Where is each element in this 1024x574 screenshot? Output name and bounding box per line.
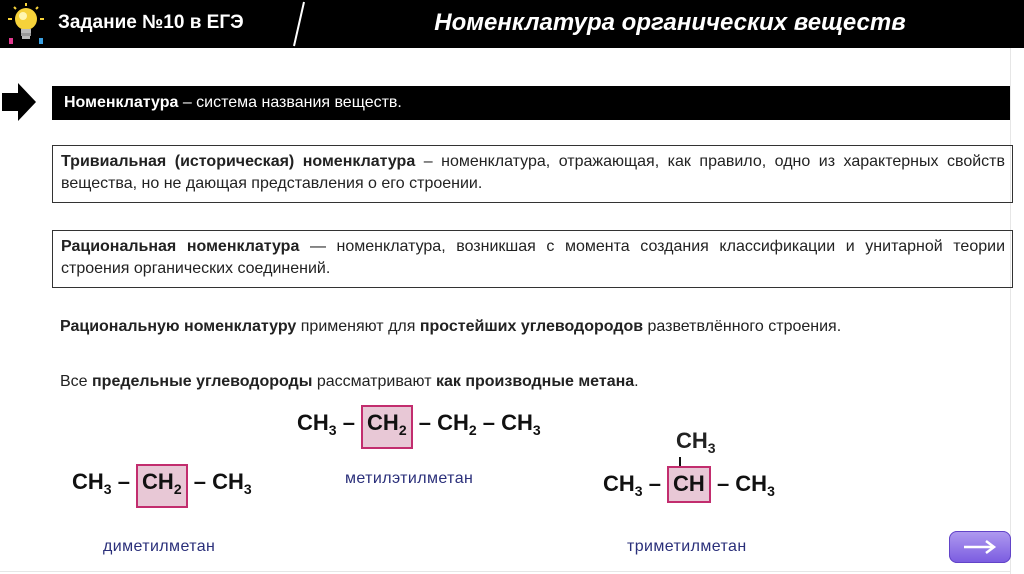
formula-trimethylmethane	[603, 466, 775, 503]
formula-branch-group	[676, 428, 716, 456]
formula-subscript: 3	[243, 481, 252, 497]
formula-group: CH	[367, 410, 399, 435]
highlighted-central-group	[361, 405, 413, 449]
para1-bold-1: Рациональную номенклатуру	[60, 318, 297, 335]
bond: –	[476, 410, 502, 435]
compound-name-methylethylmethane: метилэтилметан	[345, 470, 474, 487]
formula-group: CH	[673, 471, 705, 496]
formula-group: CH	[437, 410, 469, 435]
formula-group: CH	[735, 471, 768, 496]
formula-subscript: 2	[173, 481, 182, 497]
formula-group: CH	[212, 469, 244, 494]
rational-text: — номенклатура, возникшая с момента создания классификации и унитарной теории строения органических соединений.	[61, 238, 1006, 277]
formula-group: CH	[676, 428, 708, 453]
para2-text-2: рассматривают	[312, 373, 436, 390]
formula-subscript: 3	[634, 483, 643, 499]
formula-subscript: 3	[707, 440, 716, 456]
formula-subscript: 3	[328, 422, 337, 438]
rational-nomenclature-box	[52, 230, 1013, 288]
formula-subscript: 3	[767, 483, 775, 499]
bond: –	[642, 471, 668, 496]
next-slide-button[interactable]	[949, 531, 1011, 563]
divider-slash	[292, 0, 306, 48]
para2-text-3: .	[634, 373, 639, 390]
divider	[1010, 48, 1011, 574]
lightbulb-icon	[6, 2, 46, 46]
rational-usage-paragraph	[60, 316, 1010, 338]
formula-group: CH	[603, 471, 635, 496]
arrow-right-icon	[963, 540, 997, 554]
definition-text: – система названия веществ.	[178, 94, 402, 111]
task-title: Задание №10 в ЕГЭ	[58, 12, 244, 33]
compound-name-trimethylmethane: триметилметан	[627, 538, 747, 555]
formula-subscript: 2	[468, 422, 477, 438]
bond: –	[336, 410, 362, 435]
formula-group: CH	[297, 410, 329, 435]
para2-text-1: Все	[60, 373, 93, 390]
formula-group: CH	[501, 410, 533, 435]
para1-text-2: разветвлённого строения.	[643, 318, 842, 335]
formula-dimethylmethane	[72, 464, 252, 508]
page-title: Номенклатура органических веществ	[434, 9, 906, 36]
methane-derivative-paragraph	[60, 371, 1010, 393]
trivial-term: Тривиальная (историческая) номенклатура	[61, 153, 416, 170]
para1-text-1: применяют для	[296, 318, 420, 335]
highlighted-central-group	[136, 464, 188, 508]
trivial-nomenclature-box	[52, 145, 1013, 203]
para1-bold-2: простейших углеводородов	[419, 318, 644, 335]
bond: –	[412, 410, 438, 435]
divider	[0, 571, 1010, 572]
bond: –	[187, 469, 213, 494]
formula-subscript: 3	[532, 422, 541, 438]
bond: –	[710, 471, 736, 496]
definition-term: Номенклатура	[64, 94, 179, 111]
formula-subscript: 3	[103, 481, 112, 497]
formula-methylethylmethane	[297, 405, 541, 449]
highlighted-central-group	[667, 466, 711, 503]
header-bar	[0, 0, 1024, 48]
formula-subscript: 2	[398, 422, 407, 438]
rational-term: Рациональная номенклатура	[61, 238, 300, 255]
para2-bold-2: как производные метана	[435, 373, 635, 390]
para2-bold-1: предельные углеводороды	[92, 373, 313, 390]
definition-bar	[52, 86, 1010, 120]
arrow-right-icon	[2, 83, 36, 121]
compound-name-dimethylmethane: диметилметан	[103, 538, 216, 555]
bond: –	[111, 469, 137, 494]
trivial-text: – номенклатура, отражающая, как правило, одно из характерных свойств вещества, но не дающая представления о его строении.	[61, 153, 1005, 192]
formula-group: CH	[142, 469, 174, 494]
formula-group: CH	[72, 469, 104, 494]
